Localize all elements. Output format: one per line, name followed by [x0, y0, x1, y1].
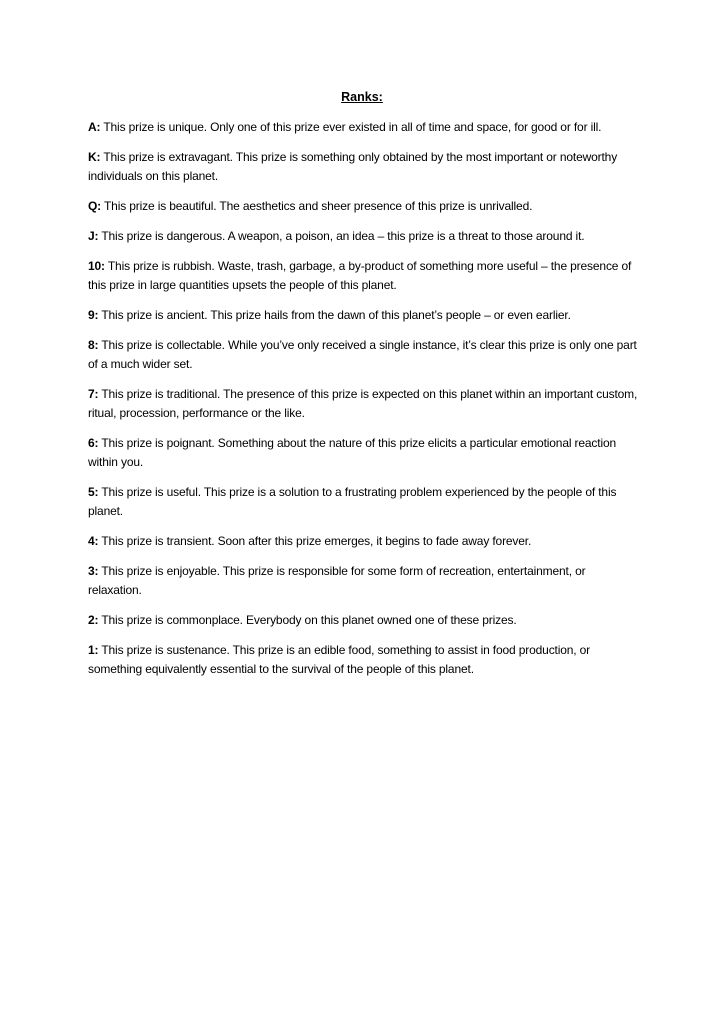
rank-item-q — [88, 197, 640, 216]
page-heading: Ranks: — [341, 90, 383, 104]
rank-description: This prize is collectable. While you’ve only received a single instance, it’s clear this prize is only one part of a much wider set. — [88, 338, 637, 371]
rank-item-6 — [88, 434, 640, 472]
rank-item-9 — [88, 306, 640, 325]
rank-label: 10: — [88, 259, 105, 273]
rank-description: This prize is enjoyable. This prize is responsible for some form of recreation, entertainment, or relaxation. — [88, 564, 586, 597]
rank-description: This prize is sustenance. This prize is an edible food, something to assist in food production, or something equivalently essential to the survival of the people of this planet. — [88, 643, 591, 676]
rank-label: 6: — [88, 436, 99, 450]
rank-item-2 — [88, 611, 640, 630]
rank-description: This prize is extravagant. This prize is something only obtained by the most important or noteworthy individuals on this planet. — [88, 150, 618, 183]
rank-item-1 — [88, 641, 640, 679]
rank-description: This prize is beautiful. The aesthetics and sheer presence of this prize is unrivalled. — [104, 199, 533, 213]
rank-description: This prize is poignant. Something about the nature of this prize elicits a particular emotional reaction within you. — [88, 436, 617, 469]
rank-label: 1: — [88, 643, 99, 657]
rank-label: 9: — [88, 308, 99, 322]
rank-item-8 — [88, 336, 640, 374]
rank-label: J: — [88, 229, 99, 243]
rank-description: This prize is dangerous. A weapon, a poison, an idea – this prize is a threat to those around it. — [101, 229, 585, 243]
rank-label: Q: — [88, 199, 102, 213]
rank-description: This prize is transient. Soon after this prize emerges, it begins to fade away forever. — [101, 534, 532, 548]
rank-description: This prize is traditional. The presence of this prize is expected on this planet within an important custom, ritual, procession, performance or the like. — [88, 387, 638, 420]
rank-label: 5: — [88, 485, 99, 499]
ranks-list — [88, 118, 640, 690]
rank-description: This prize is commonplace. Everybody on this planet owned one of these prizes. — [101, 613, 517, 627]
rank-label: 3: — [88, 564, 99, 578]
rank-label: 4: — [88, 534, 99, 548]
rank-item-3 — [88, 562, 640, 600]
rank-label: 8: — [88, 338, 99, 352]
rank-item-j — [88, 227, 640, 246]
rank-description: This prize is unique. Only one of this prize ever existed in all of time and space, for good or for ill. — [103, 120, 602, 134]
rank-label: 7: — [88, 387, 99, 401]
rank-item-5 — [88, 483, 640, 521]
rank-item-10 — [88, 257, 640, 295]
rank-item-a — [88, 118, 640, 137]
rank-description: This prize is ancient. This prize hails from the dawn of this planet’s people – or even earlier. — [101, 308, 571, 322]
rank-item-7 — [88, 385, 640, 423]
rank-description: This prize is rubbish. Waste, trash, garbage, a by-product of something more useful – the presence of this prize in large quantities upsets the people of this planet. — [88, 259, 632, 292]
rank-description: This prize is useful. This prize is a solution to a frustrating problem experienced by the people of this planet. — [88, 485, 617, 518]
rank-label: 2: — [88, 613, 99, 627]
rank-label: A: — [88, 120, 101, 134]
rank-item-k — [88, 148, 640, 186]
rank-item-4 — [88, 532, 640, 551]
rank-label: K: — [88, 150, 101, 164]
